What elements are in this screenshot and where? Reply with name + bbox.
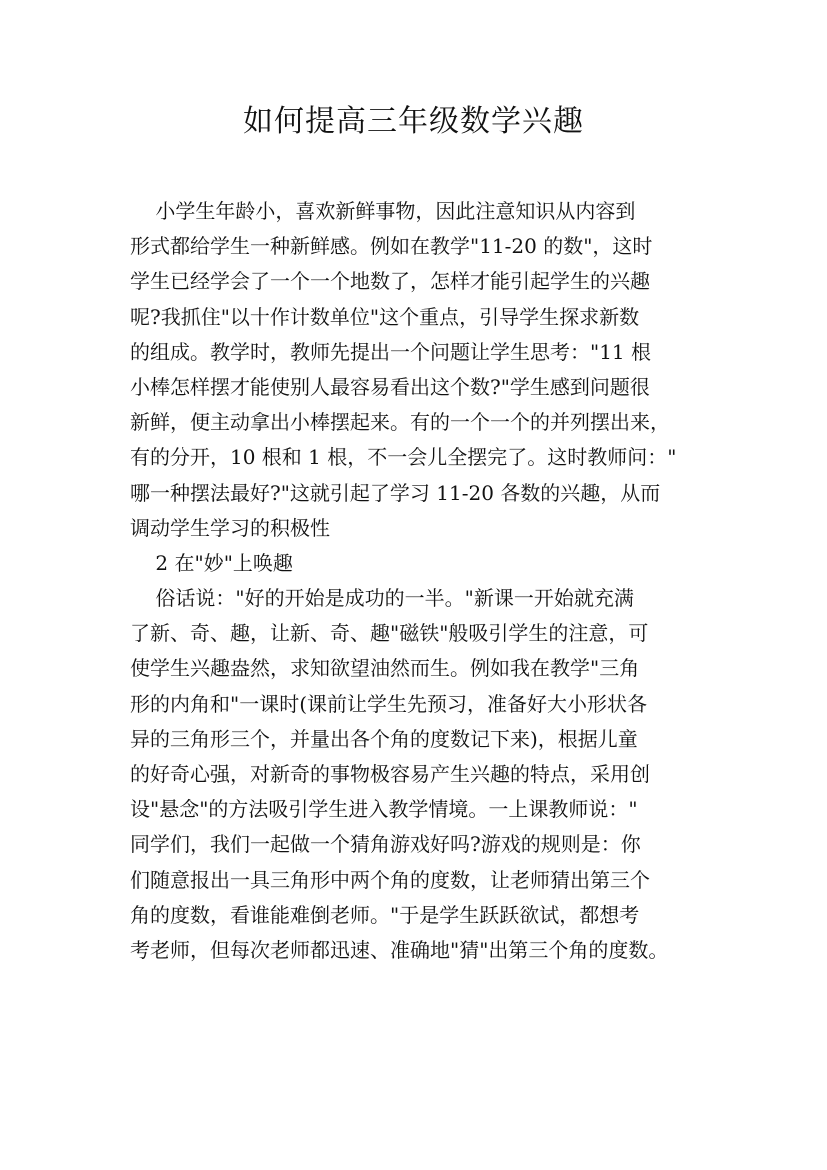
body-line: 同学们，我们一起做一个猜角游戏好吗?游戏的规则是：你 <box>130 832 641 857</box>
body-line: 使学生兴趣盎然，求知欲望油然而生。例如我在教学"三角 <box>130 656 640 681</box>
body-line: 小学生年龄小，喜欢新鲜事物，因此注意知识从内容到 <box>130 199 636 223</box>
body-line: 角的度数，看谁能难倒老师。"于是学生跃跃欲试，都想考 <box>130 902 640 927</box>
body-line: 考老师，但每次老师都迅速、准确地"猜"出第三个角的度数。 <box>130 937 669 962</box>
body-line: 了新、奇、趣，让新、奇、趣"磁铁"般吸引学生的注意，可 <box>130 621 649 646</box>
body-line: 异的三角形三个，并量出各个角的度数记下来)，根据儿童 <box>130 726 638 751</box>
body-line: 们随意报出一具三角形中两个角的度数，让老师猜出第三个 <box>130 867 650 892</box>
body-line: 的组成。教学时，教师先提出一个问题让学生思考："11 根 <box>130 339 652 364</box>
body-line: 设"悬念"的方法吸引学生进入教学情境。一上课教师说：" <box>130 797 638 822</box>
body-line: 2 在"妙"上唤趣 <box>130 550 293 575</box>
document-title: 如何提高三年级数学兴趣 <box>243 104 584 139</box>
body-line: 形的内角和"一课时(课前让学生先预习，准备好大小形状各 <box>130 691 648 716</box>
document-body <box>130 194 710 968</box>
body-line: 小棒怎样摆才能使别人最容易看出这个数?"学生感到问题很 <box>130 374 650 399</box>
body-line: 形式都给学生一种新鲜感。例如在教学"11-20 的数"，这时 <box>130 234 653 259</box>
body-line: 有的分开，10 根和 1 根，不一会儿全摆完了。这时教师问：" <box>130 445 677 470</box>
body-line: 呢?我抓住"以十作计数单位"这个重点，引导学生探求新数 <box>130 304 640 329</box>
body-line: 俗话说："好的开始是成功的一半。"新课一开始就充满 <box>130 586 634 611</box>
body-line: 调动学生学习的积极性 <box>130 515 330 540</box>
body-line: 学生已经学会了一个一个地数了，怎样才能引起学生的兴趣 <box>130 269 650 294</box>
body-line: 的好奇心强，对新奇的事物极容易产生兴趣的特点，采用创 <box>130 762 650 786</box>
body-line: 哪一种摆法最好?"这就引起了学习 11-20 各数的兴趣，从而 <box>130 480 661 505</box>
body-line: 新鲜，便主动拿出小棒摆起来。有的一个一个的并列摆出来， <box>130 410 670 435</box>
